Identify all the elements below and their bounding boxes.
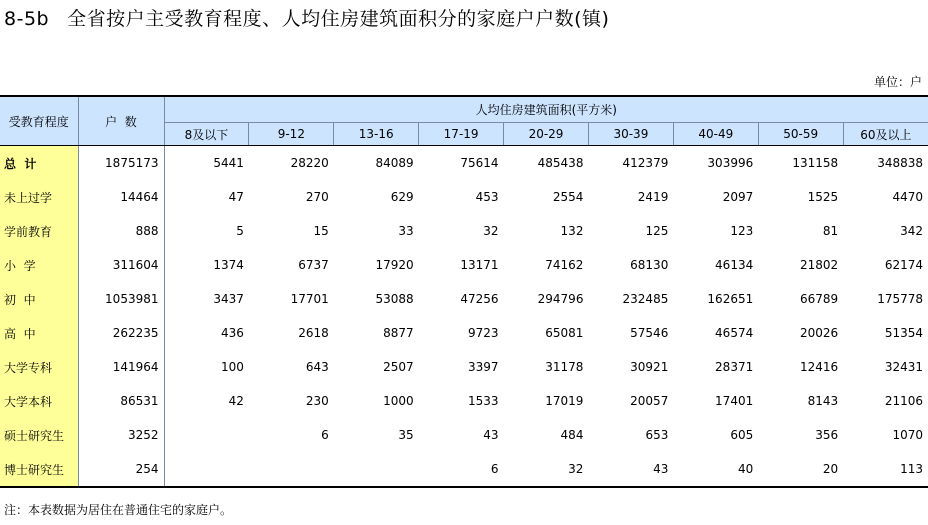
table-row [0,350,928,384]
value-cell: 270 [305,190,329,204]
value-cell: 9723 [468,326,499,340]
table-row [0,180,928,214]
value-cell: 5441 [213,156,244,170]
value-cell: 356 [815,428,839,442]
bin-header: 40-49 [673,123,758,146]
value-cell: 32431 [884,360,924,374]
value-cell: 21106 [884,394,924,408]
value-cell: 2618 [298,326,329,340]
row-label: 博士研究生 [0,452,78,487]
value-cell: 6 [419,452,504,487]
value-cell: 453 [475,190,499,204]
value-cell: 15 [313,224,329,238]
table-body [0,146,928,488]
value-cell: 303996 [707,156,754,170]
value-cell: 35 [398,428,414,442]
value-cell: 20057 [630,394,669,408]
households-cell: 14464 [78,180,164,214]
value-cell: 6 [321,428,329,442]
value-cell: 2097 [722,190,754,204]
value-cell: 33 [398,224,414,238]
value-cell [249,452,334,487]
households-cell: 254 [78,452,164,487]
value-cell: 31178 [545,360,584,374]
table-title: 全省按户主受教育程度、人均住房建筑面积分的家庭户户数(镇) [67,8,610,30]
value-cell: 8877 [383,326,414,340]
value-cell: 46134 [715,258,754,272]
value-cell: 132 [560,224,584,238]
header-education: 受教育程度 [0,96,78,146]
value-cell: 68130 [630,258,669,272]
value-cell: 1374 [213,258,244,272]
table-row [0,248,928,282]
value-cell: 125 [645,224,669,238]
value-cell: 17019 [545,394,584,408]
households-cell: 141964 [78,350,164,384]
households-cell: 86531 [78,384,164,418]
value-cell: 57546 [630,326,669,340]
total-row [0,146,928,181]
value-cell: 32 [483,224,499,238]
value-cell: 113 [843,452,928,487]
value-cell: 53088 [375,292,414,306]
households-cell: 262235 [78,316,164,350]
table-row [0,384,928,418]
value-cell: 42 [228,394,244,408]
header-households: 户 数 [78,96,164,146]
header-area-group: 人均住房建筑面积(平方米) [164,96,928,123]
table-row [0,282,928,316]
value-cell: 123 [730,224,754,238]
value-cell: 412379 [622,156,669,170]
value-cell: 20026 [799,326,839,340]
value-cell: 100 [220,360,244,374]
bin-header: 50-59 [758,123,843,146]
table-code: 8-5b [4,8,50,30]
row-label: 总 计 [0,146,78,181]
value-cell: 436 [220,326,244,340]
households-cell: 888 [78,214,164,248]
row-label: 学前教育 [0,214,78,248]
value-cell: 3397 [468,360,499,374]
value-cell: 1525 [807,190,839,204]
footnote: 注：本表数据为居住在普通住宅的家庭户。 [4,503,233,517]
value-cell: 43 [588,452,673,487]
value-cell: 2419 [637,190,669,204]
bin-header: 60及以上 [843,123,928,146]
value-cell: 8143 [807,394,839,408]
table-row [0,452,928,487]
value-cell: 28220 [290,156,329,170]
value-cell: 162651 [707,292,754,306]
value-cell: 5 [236,224,244,238]
value-cell: 2554 [552,190,584,204]
value-cell: 485438 [537,156,584,170]
value-cell: 348838 [877,156,924,170]
value-cell: 17920 [375,258,414,272]
row-label: 硕士研究生 [0,418,78,452]
row-label: 小 学 [0,248,78,282]
unit-label: 单位：户 [873,75,922,89]
value-cell: 66789 [799,292,839,306]
value-cell: 230 [305,394,329,408]
value-cell: 1533 [468,394,499,408]
table-row [0,418,928,452]
value-cell: 81 [822,224,839,238]
value-cell: 75614 [460,156,499,170]
value-cell: 30921 [630,360,669,374]
table-row [0,316,928,350]
value-cell: 74162 [545,258,584,272]
value-cell: 40 [673,452,758,487]
households-cell: 3252 [78,418,164,452]
value-cell: 6737 [298,258,329,272]
value-cell: 47 [228,190,244,204]
value-cell: 46574 [715,326,754,340]
value-cell: 175778 [877,292,924,306]
row-label: 大学专科 [0,350,78,384]
value-cell: 1070 [892,428,924,442]
value-cell: 653 [645,428,669,442]
value-cell: 232485 [622,292,669,306]
value-cell: 131158 [792,156,839,170]
value-cell: 17401 [715,394,754,408]
value-cell: 32 [504,452,589,487]
value-cell: 17701 [290,292,329,306]
bin-header: 30-39 [588,123,673,146]
bin-header: 20-29 [504,123,589,146]
value-cell: 342 [900,224,924,238]
value-cell: 51354 [884,326,924,340]
value-cell: 3437 [213,292,244,306]
bin-header: 13-16 [334,123,419,146]
value-cell: 4470 [892,190,924,204]
bin-header: 9-12 [249,123,334,146]
value-cell: 12416 [799,360,839,374]
bin-header: 17-19 [419,123,504,146]
value-cell: 28371 [715,360,754,374]
data-table [0,95,928,488]
bin-header: 8及以下 [164,123,249,146]
households-cell: 311604 [78,248,164,282]
row-label: 初 中 [0,282,78,316]
value-cell: 84089 [375,156,414,170]
value-cell: 21802 [799,258,839,272]
value-cell: 484 [560,428,584,442]
row-label: 未上过学 [0,180,78,214]
value-cell [334,452,419,487]
value-cell: 62174 [884,258,924,272]
households-cell: 1053981 [78,282,164,316]
value-cell: 43 [483,428,499,442]
row-label: 高 中 [0,316,78,350]
value-cell: 605 [730,428,754,442]
row-label: 大学本科 [0,384,78,418]
table-row [0,214,928,248]
value-cell: 629 [390,190,414,204]
value-cell: 65081 [545,326,584,340]
households-cell: 1875173 [78,146,164,181]
value-cell: 13171 [460,258,499,272]
page-title [4,4,609,31]
value-cell: 1000 [383,394,414,408]
value-cell [164,452,249,487]
value-cell: 643 [305,360,329,374]
value-cell: 294796 [537,292,584,306]
value-cell: 47256 [460,292,499,306]
value-cell: 20 [758,452,843,487]
value-cell: 2507 [383,360,414,374]
value-cell [164,418,249,452]
